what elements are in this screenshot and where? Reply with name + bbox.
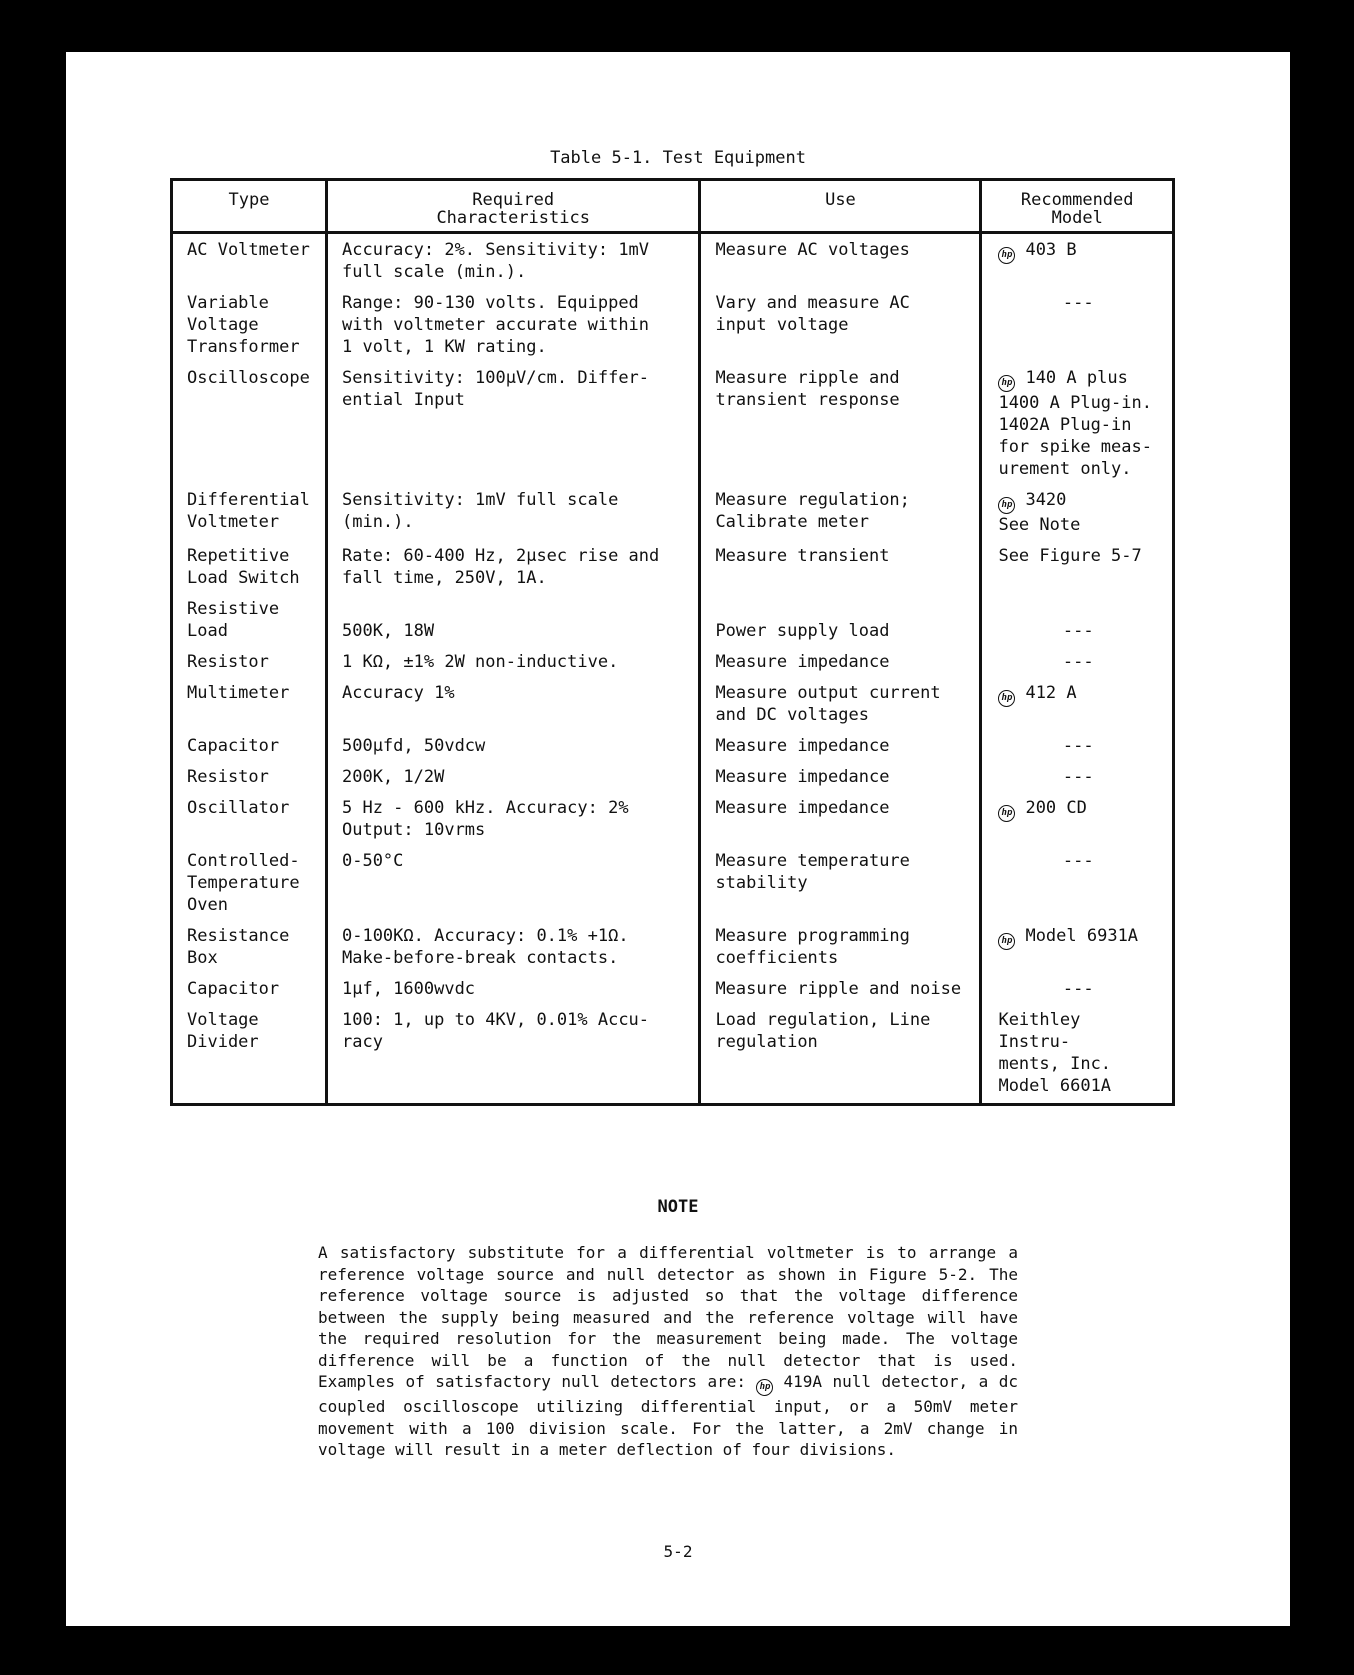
cell-required-characteristics: 500μfd, 50vdcw [326,730,699,761]
hp-logo-icon: hp [756,1379,773,1396]
cell-type: Capacitor [172,730,327,761]
model-text: 3420 See Note [998,490,1081,535]
table-body [172,233,1174,1105]
table-row [172,973,1174,1004]
model-text: See Figure 5-7 [998,546,1142,566]
note-heading: NOTE [657,1197,699,1217]
cell-required-characteristics: 1μf, 1600wvdc [326,973,699,1004]
hp-logo-icon: hp [998,933,1015,950]
cell-type: AC Voltmeter [172,233,327,288]
cell-use: Measure temperature stability [700,845,981,920]
cell-use: Measure impedance [700,646,981,677]
note-text-part2: 419A null detector, a dc coupled oscilloscope utilizing differential input, or a 50mV meter movement with a 100 division scale. For the latter, a 2mV change in voltage will result in a meter deflection of four divisions. [318,1372,1019,1459]
cell-use: Vary and measure AC input voltage [700,287,981,362]
cell-use: Measure output current and DC voltages [700,677,981,730]
model-text: Keithley Instru- ments, Inc. Model 6601A [998,1010,1112,1096]
cell-type: Resistance Box [172,920,327,973]
cell-type: Variable Voltage Transformer [172,287,327,362]
document-page [66,52,1290,1626]
cell-recommended-model [981,1004,1174,1105]
cell-use: Measure regulation; Calibrate meter [700,484,981,540]
model-text: --- [1062,293,1094,313]
header-recommended-model: Recommended Model [981,180,1174,233]
cell-required-characteristics: Range: 90-130 volts. Equipped with voltmeter accurate within 1 volt, 1 KW rating. [326,287,699,362]
cell-recommended-model [981,593,1174,646]
cell-use: Measure impedance [700,761,981,792]
cell-type: Differential Voltmeter [172,484,327,540]
table-row [172,1004,1174,1105]
model-text: Model 6931A [1025,926,1139,946]
table-title: Table 5-1. Test Equipment [550,148,806,168]
cell-type: Oscillator [172,792,327,845]
table-row [172,792,1174,845]
cell-type: Oscilloscope [172,362,327,484]
model-text: --- [1062,767,1094,787]
hp-logo-icon: hp [998,497,1015,514]
cell-recommended-model [981,540,1174,593]
cell-use: Measure ripple and transient response [700,362,981,484]
hp-logo-icon: hp [998,805,1015,822]
cell-use: Measure impedance [700,792,981,845]
cell-use: Measure AC voltages [700,233,981,288]
table-row [172,362,1174,484]
table-row [172,484,1174,540]
model-text: 403 B [1025,240,1077,260]
model-text: --- [1062,979,1094,999]
cell-use: Measure transient [700,540,981,593]
cell-type: Resistive Load [172,593,327,646]
cell-recommended-model [981,677,1174,730]
cell-required-characteristics: 5 Hz - 600 kHz. Accuracy: 2% Output: 10vrms [326,792,699,845]
table-row [172,233,1174,288]
cell-recommended-model [981,792,1174,845]
cell-required-characteristics: 1 KΩ, ±1% 2W non-inductive. [326,646,699,677]
table-row [172,646,1174,677]
cell-required-characteristics: 0-100KΩ. Accuracy: 0.1% +1Ω. Make-before-break contacts. [326,920,699,973]
model-text: --- [1062,621,1094,641]
table-row [172,677,1174,730]
test-equipment-table [170,178,1175,1106]
table-row [172,593,1174,646]
note-text-part1: A satisfactory substitute for a differential voltmeter is to arrange a reference voltage source and null detector as shown in Figure 5-2. The reference voltage source is adjusted so that the voltage difference between the supply being measured and the reference voltage will have the required resolution for the measurement being made. The voltage difference will be a function of the null detector that is used. Examples of satisfactory null detectors are: [318,1243,1018,1391]
hp-logo-icon: hp [998,690,1015,707]
model-text: --- [1062,652,1094,672]
model-text: 140 A plus 1400 A Plug-in. 1402A Plug-in for spike meas- urement only. [998,368,1152,479]
cell-type: Resistor [172,761,327,792]
cell-recommended-model [981,287,1174,362]
cell-required-characteristics: 500K, 18W [326,593,699,646]
cell-recommended-model [981,646,1174,677]
cell-recommended-model [981,761,1174,792]
header-use: Use [700,180,981,233]
cell-recommended-model [981,233,1174,288]
cell-required-characteristics: 100: 1, up to 4KV, 0.01% Accu- racy [326,1004,699,1105]
cell-recommended-model [981,973,1174,1004]
cell-required-characteristics: Accuracy 1% [326,677,699,730]
note-body [318,1242,1018,1461]
header-required-characteristics: Required Characteristics [326,180,699,233]
cell-type: Multimeter [172,677,327,730]
model-text: 412 A [1025,683,1077,703]
cell-required-characteristics: Rate: 60-400 Hz, 2μsec rise and fall time, 250V, 1A. [326,540,699,593]
cell-type: Repetitive Load Switch [172,540,327,593]
model-text: --- [1062,736,1094,756]
table-row [172,540,1174,593]
cell-use: Measure programming coefficients [700,920,981,973]
cell-use: Measure impedance [700,730,981,761]
cell-type: Capacitor [172,973,327,1004]
cell-type: Voltage Divider [172,1004,327,1105]
table-row [172,730,1174,761]
cell-recommended-model [981,845,1174,920]
cell-required-characteristics: 200K, 1/2W [326,761,699,792]
cell-use: Power supply load [700,593,981,646]
cell-use: Load regulation, Line regulation [700,1004,981,1105]
model-text: 200 CD [1025,798,1087,818]
header-type: Type [172,180,327,233]
hp-logo-icon: hp [998,247,1015,264]
table-row [172,287,1174,362]
table-row [172,920,1174,973]
cell-recommended-model [981,920,1174,973]
page-number: 5-2 [663,1542,693,1561]
hp-logo-icon: hp [998,375,1015,392]
cell-use: Measure ripple and noise [700,973,981,1004]
cell-required-characteristics: 0-50°C [326,845,699,920]
cell-recommended-model [981,362,1174,484]
cell-required-characteristics: Sensitivity: 100μV/cm. Differ- ential Input [326,362,699,484]
table-row [172,761,1174,792]
cell-recommended-model [981,730,1174,761]
model-text: --- [1062,851,1094,871]
cell-type: Resistor [172,646,327,677]
cell-type: Controlled- Temperature Oven [172,845,327,920]
cell-recommended-model [981,484,1174,540]
table-header-row [172,180,1174,233]
table-row [172,845,1174,920]
cell-required-characteristics: Sensitivity: 1mV full scale (min.). [326,484,699,540]
cell-required-characteristics: Accuracy: 2%. Sensitivity: 1mV full scale (min.). [326,233,699,288]
